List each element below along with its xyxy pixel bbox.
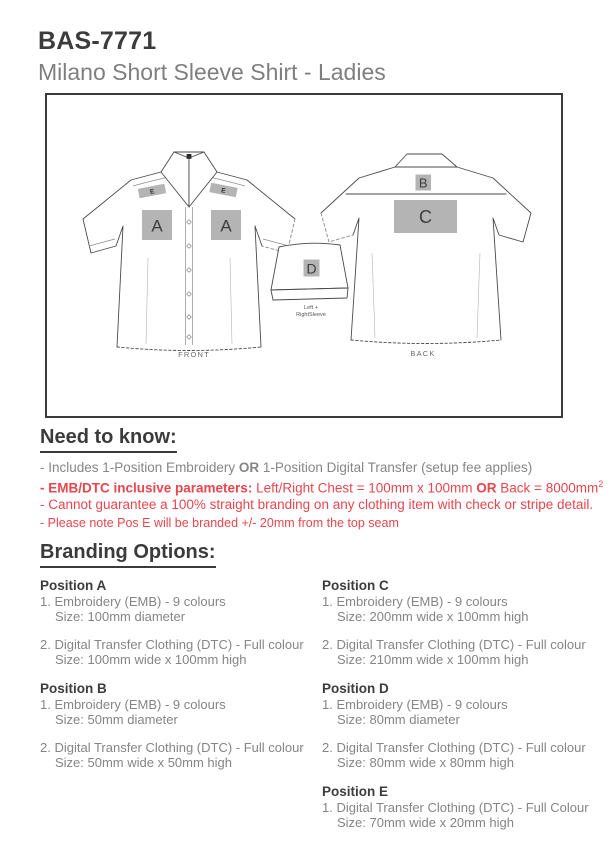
branding-option — [40, 595, 322, 624]
position-title: Position B — [40, 681, 107, 696]
position-title: Position C — [322, 578, 389, 593]
need-to-know-heading: Need to know: — [40, 426, 177, 453]
branding-option — [322, 698, 600, 727]
option-size: Size: 100mm wide x 100mm high — [55, 651, 247, 667]
branding-column-right — [322, 578, 600, 844]
position-a-block — [40, 578, 322, 667]
position-letter-c: C — [419, 207, 432, 227]
back-view-label: BACK — [410, 349, 436, 358]
option-line: 2. Digital Transfer Clothing (DTC) - Full colour — [322, 637, 586, 652]
option-size: Size: 100mm diameter — [55, 608, 186, 624]
front-collar — [161, 152, 189, 207]
position-e-block — [322, 784, 600, 830]
page-header — [38, 27, 386, 86]
note-line-inclusive — [40, 460, 585, 476]
note-text-bold: OR — [238, 460, 260, 475]
branding-option — [40, 698, 322, 727]
product-name-subtitle: Milano Short Sleeve Shirt - Ladies — [38, 59, 386, 85]
position-title: Position E — [322, 784, 389, 799]
sleeve-note-line1: Left + — [304, 305, 318, 311]
note-line-pos-e: - Please note Pos E will be branded +/- 20mm from the top seam — [40, 515, 399, 530]
diagram-frame — [45, 93, 563, 418]
back-shirt-drawing — [321, 154, 531, 358]
option-line: 2. Digital Transfer Clothing (DTC) - Full colour — [40, 637, 304, 652]
branding-column-left — [40, 578, 322, 844]
option-size: Size: 200mm wide x 100mm high — [337, 608, 529, 624]
option-size: Size: 80mm diameter — [337, 711, 460, 727]
option-size: Size: 50mm diameter — [55, 711, 178, 727]
branding-option — [322, 595, 600, 624]
position-letter-d: D — [306, 260, 317, 277]
front-view-label: FRONT — [178, 350, 210, 359]
branding-option — [322, 741, 600, 770]
collar-button — [187, 154, 192, 159]
position-letter-e: E — [220, 187, 227, 195]
branding-option — [40, 638, 322, 667]
note-text: Back = 8000mm — [496, 480, 599, 496]
position-letter-a: A — [220, 216, 232, 236]
position-box-e-right — [209, 183, 237, 198]
option-size: Size: 210mm wide x 100mm high — [337, 651, 529, 667]
position-title: Position A — [40, 578, 107, 593]
branding-columns — [40, 578, 600, 844]
option-line: 1. Embroidery (EMB) - 9 colours — [40, 697, 226, 712]
position-title: Position D — [322, 681, 389, 696]
branding-options-heading: Branding Options: — [40, 541, 216, 568]
front-buttons — [187, 220, 192, 340]
position-letter-e: E — [149, 188, 156, 196]
note-text-bold: OR — [476, 480, 497, 496]
option-size: Size: 70mm wide x 20mm high — [337, 814, 515, 830]
branding-option — [322, 638, 600, 667]
sleeve-drawing — [271, 243, 348, 318]
position-box-e-left — [138, 184, 166, 199]
option-line: 2. Digital Transfer Clothing (DTC) - Full colour — [322, 740, 586, 755]
branding-option — [322, 801, 600, 830]
note-superscript: 2 — [598, 479, 604, 489]
note-text: Left/Right Chest = 100mm x 100mm — [252, 480, 477, 496]
front-shirt-drawing — [83, 152, 295, 359]
need-to-know-section — [40, 426, 604, 531]
option-line: 1. Embroidery (EMB) - 9 colours — [322, 697, 508, 712]
position-d-block — [322, 681, 600, 770]
option-size: Size: 80mm wide x 80mm high — [337, 754, 515, 770]
note-text-bold: - EMB/DTC inclusive parameters: — [40, 480, 253, 496]
option-line: 1. Embroidery (EMB) - 9 colours — [322, 594, 508, 609]
page-title: BAS-7771 — [38, 27, 157, 55]
note-text: 1-Position Digital Transfer (setup fee applies) — [259, 460, 533, 475]
position-c-block — [322, 578, 600, 667]
option-line: 1. Embroidery (EMB) - 9 colours — [40, 594, 226, 609]
note-line-parameters — [40, 476, 604, 497]
branding-option — [40, 741, 322, 770]
need-to-know-list — [40, 460, 604, 531]
position-letter-b: B — [418, 175, 428, 191]
option-line: 2. Digital Transfer Clothing (DTC) - Full colour — [40, 740, 304, 755]
branding-options-section — [40, 541, 600, 844]
back-collar — [395, 154, 457, 167]
note-line-guarantee: - Cannot guarantee a 100% straight branding on any clothing item with check or stripe detail. — [40, 496, 594, 512]
shirts-diagram — [47, 95, 561, 416]
note-text: - Includes 1-Position Embroidery — [40, 460, 239, 475]
sleeve-note-line2: RightSleeve — [296, 312, 326, 318]
option-line: 1. Digital Transfer Clothing (DTC) - Full Colour — [322, 800, 589, 815]
option-size: Size: 50mm wide x 50mm high — [55, 754, 233, 770]
position-letter-a: A — [151, 216, 163, 236]
position-b-block — [40, 681, 322, 770]
